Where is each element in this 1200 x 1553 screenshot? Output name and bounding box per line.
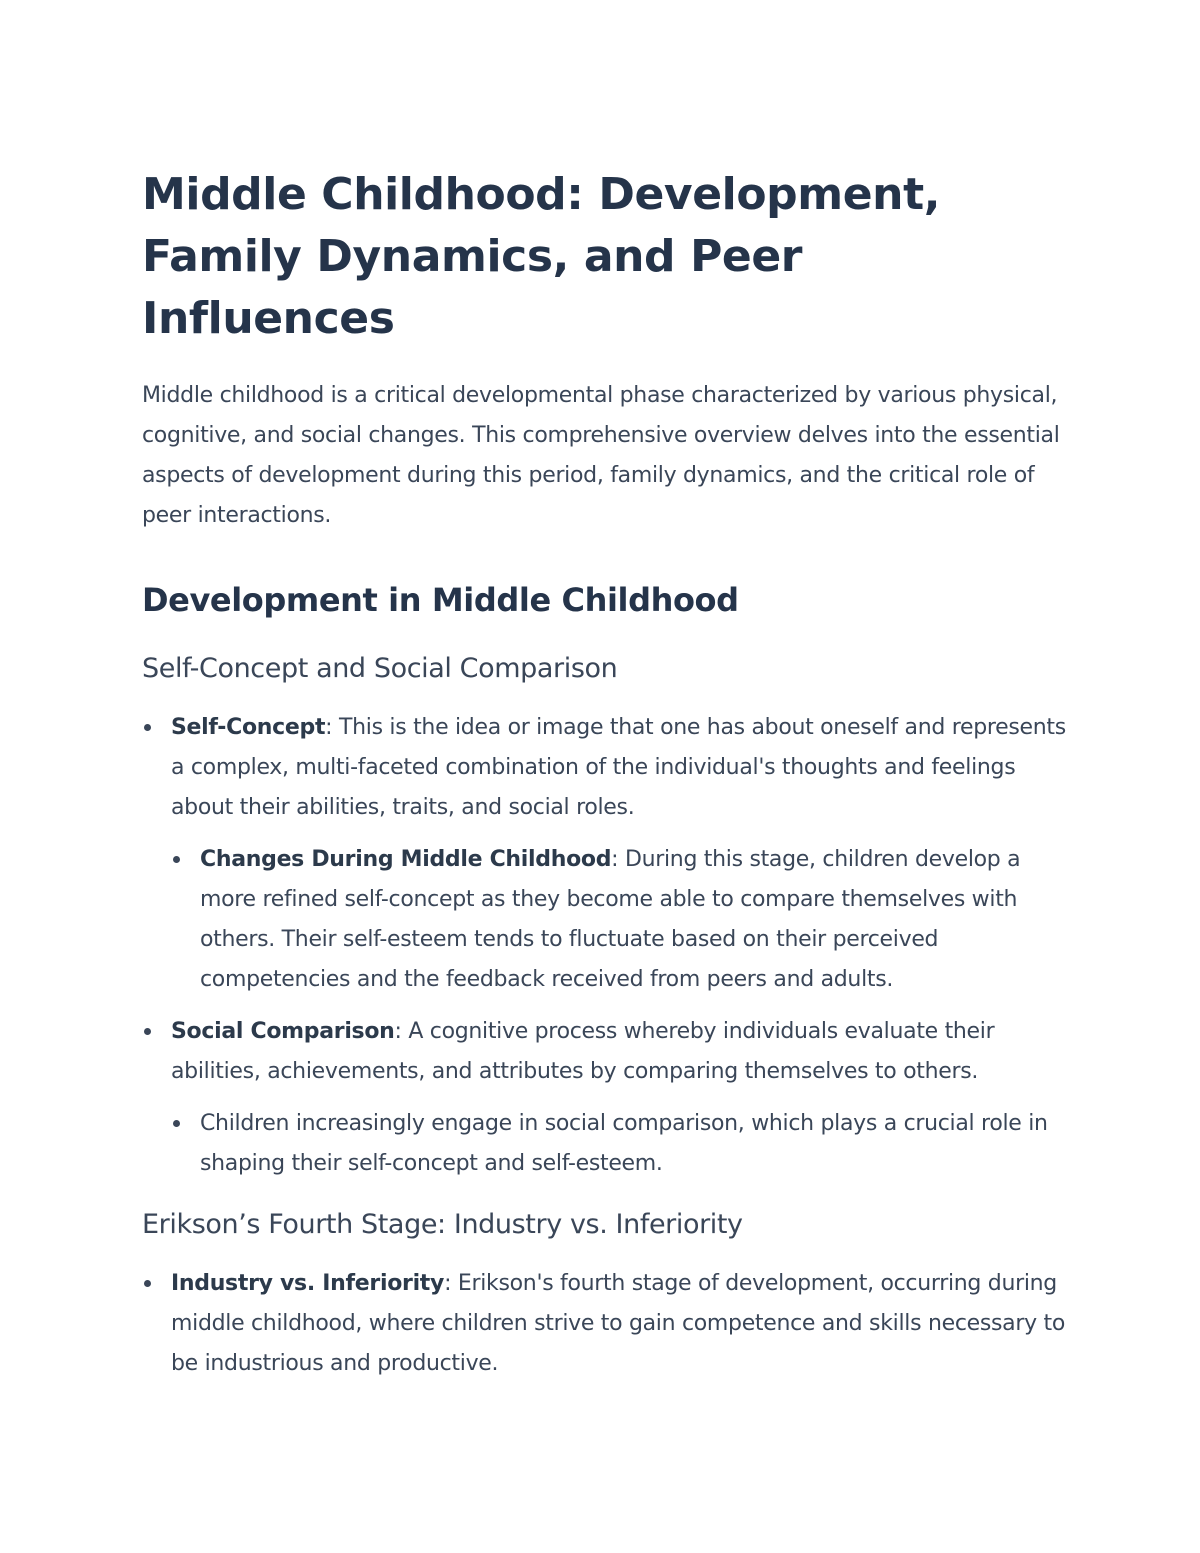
- list-item-social-comparison-detail: [171, 1104, 1067, 1184]
- term-label: Changes During Middle Childhood: [200, 847, 612, 872]
- item-text: : During this stage, children develop a more refined self-concept as they become able to compare themselves with others. Their self-esteem tends to fluctuate based on their perceived competencies and the feedback received from peers and adults.: [200, 847, 1021, 992]
- bullet-icon: [144, 724, 151, 731]
- term-label: Self-Concept: [171, 715, 326, 740]
- item-text: Children increasingly engage in social comparison, which plays a crucial role in shaping their self-concept and self-esteem.: [200, 1111, 1048, 1176]
- list-item-social-comparison: [142, 1012, 1067, 1184]
- list-item-changes-during-middle-childhood: [171, 840, 1067, 1000]
- nested-bullet-list: [171, 840, 1067, 1000]
- bullet-icon: [144, 1280, 151, 1287]
- subsection-heading-self-concept: Self-Concept and Social Comparison: [142, 653, 618, 684]
- item-text: : This is the idea or image that one has about oneself and represents a complex, multi-faceted combination of the individual's thoughts and feelings about their abilities, traits, and social roles.: [171, 715, 1066, 820]
- subsection-heading-erikson: Erikson’s Fourth Stage: Industry vs. Inferiority: [142, 1209, 743, 1240]
- term-label: Industry vs. Inferiority: [171, 1271, 445, 1296]
- nested-bullet-list: [171, 1104, 1067, 1184]
- item-text: : Erikson's fourth stage of development, occurring during middle childhood, where children strive to gain competence and skills necessary to be industrious and productive.: [171, 1271, 1065, 1376]
- bullet-list: [142, 1264, 1067, 1384]
- page-title: Middle Childhood: Development, Family Dynamics, and Peer Influences: [142, 169, 941, 344]
- bullet-list: [142, 708, 1067, 1184]
- document-page: [142, 164, 1067, 1396]
- bullet-icon: [173, 856, 180, 863]
- bullet-icon: [144, 1028, 151, 1035]
- item-text: : A cognitive process whereby individuals evaluate their abilities, achievements, and attributes by comparing themselves to others.: [171, 1019, 995, 1084]
- term-label: Social Comparison: [171, 1019, 395, 1044]
- list-item-industry-vs-inferiority: [142, 1264, 1067, 1384]
- section-heading: Development in Middle Childhood: [142, 581, 739, 619]
- list-item-self-concept: [142, 708, 1067, 1000]
- intro-paragraph: Middle childhood is a critical developmental phase characterized by various physical, cognitive, and social changes. This comprehensive overview delves into the essential aspects of development during this period, family dynamics, and the critical role of peer interactions.: [142, 383, 1060, 528]
- bullet-icon: [173, 1120, 180, 1127]
